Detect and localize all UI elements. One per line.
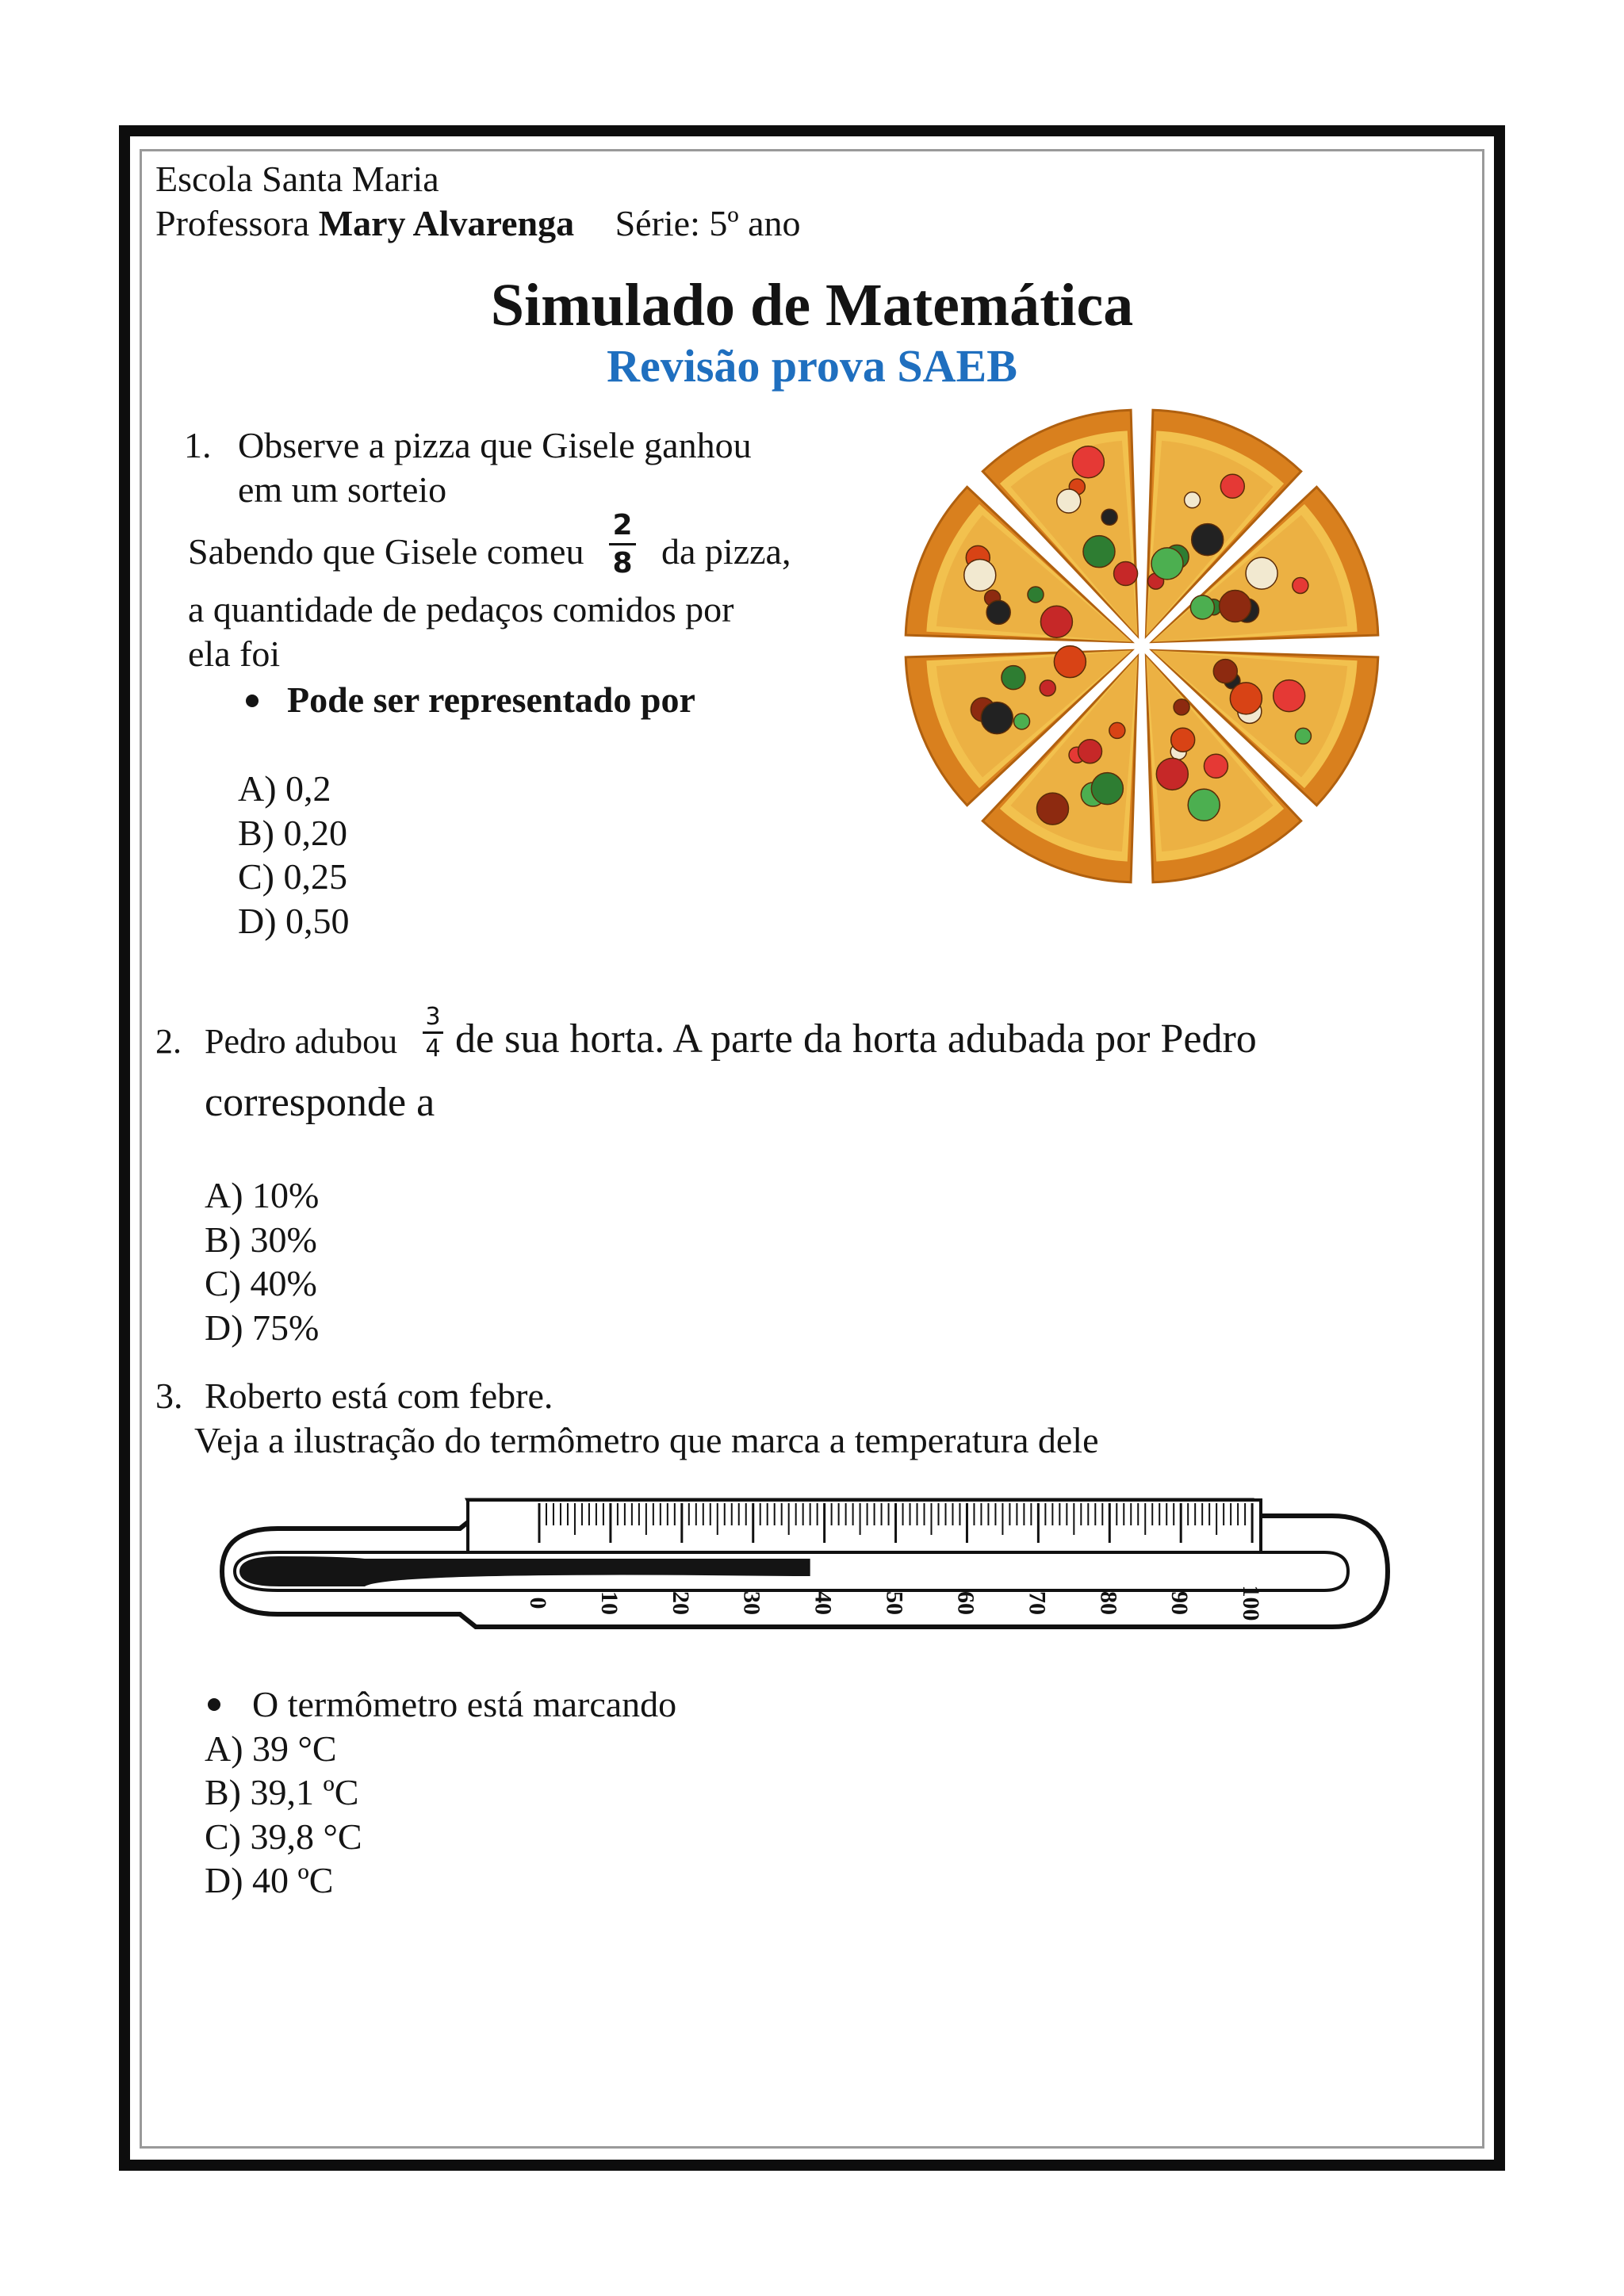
q3-option-a: A) 39 °C	[205, 1728, 337, 1769]
thermometer-label: 10	[596, 1591, 622, 1615]
grade: Série: 5º ano	[615, 203, 801, 243]
q3-line2: Veja a ilustração do termômetro que marca a temperatura dele	[194, 1420, 1099, 1460]
q1-line1: Observe a pizza que Gisele ganhou	[238, 425, 752, 465]
q1-frac-num: 2	[612, 509, 633, 541]
pizza-image	[880, 396, 1404, 904]
thermometer-label: 100	[1238, 1585, 1265, 1621]
q2-text-after: de sua horta. A parte da horta adubada por Pedro	[455, 1016, 1257, 1062]
school-name: Escola Santa Maria	[155, 159, 439, 199]
thermometer-label: 80	[1095, 1591, 1122, 1615]
q3-option-c: C) 39,8 °C	[205, 1816, 362, 1857]
q1-number: 1.	[184, 425, 212, 465]
q3-line1: Roberto está com febre.	[205, 1376, 553, 1416]
thermometer-label: 60	[952, 1591, 979, 1615]
q1-option-d: D) 0,50	[238, 901, 350, 941]
q1-text-before: Sabendo que Gisele comeu	[188, 531, 584, 572]
q2-option-c: C) 40%	[205, 1263, 317, 1303]
q2-fraction	[423, 1005, 443, 1061]
thermometer-label: 40	[810, 1591, 837, 1615]
thermometer-label: 70	[1024, 1591, 1051, 1615]
q1-bullet-text: Pode ser representado por	[287, 679, 695, 720]
q1-text-after: da pizza,	[661, 531, 791, 572]
q1-option-a: A) 0,2	[238, 768, 331, 809]
thermometer-label: 30	[738, 1591, 765, 1615]
thermometer-image	[206, 1483, 1396, 1665]
teacher-prefix: Professora	[155, 203, 310, 243]
teacher-name: Mary Alvarenga	[318, 203, 575, 243]
thermometer-label: 90	[1166, 1591, 1193, 1615]
q1-frac-den: 8	[612, 547, 633, 580]
q3-number: 3.	[155, 1376, 183, 1416]
q2-option-d: D) 75%	[205, 1307, 320, 1348]
q2-number: 2.	[155, 1022, 182, 1061]
q1-line2: em um sorteio	[238, 469, 447, 510]
q2-line2: corresponde a	[205, 1080, 435, 1125]
page-subtitle: Revisão prova SAEB	[607, 340, 1017, 392]
bullet-icon	[246, 695, 259, 707]
q2-frac-num: 3	[425, 1003, 441, 1031]
teacher-line	[155, 205, 801, 242]
q1-line4: a quantidade de pedaços comidos por	[188, 589, 734, 629]
q1-option-b: B) 0,20	[238, 813, 347, 853]
thermometer-scale-panel	[468, 1500, 1261, 1554]
q2-option-a: A) 10%	[205, 1175, 320, 1215]
thermometer-label: 0	[525, 1597, 551, 1609]
q2-frac-den: 4	[425, 1035, 441, 1062]
q2-text-before: Pedro adubou	[205, 1022, 398, 1061]
q1-line5: ela foi	[188, 633, 281, 674]
page-title: Simulado de Matemática	[490, 272, 1134, 339]
q3-option-d: D) 40 ºC	[205, 1860, 334, 1900]
q2-option-b: B) 30%	[205, 1219, 317, 1260]
thermometer-label: 50	[881, 1591, 908, 1615]
bullet-icon	[208, 1698, 220, 1711]
thermometer-label: 20	[667, 1591, 694, 1615]
q1-fraction	[609, 511, 636, 578]
q3-bullet-text: O termômetro está marcando	[252, 1684, 677, 1724]
q1-option-c: C) 0,25	[238, 856, 347, 897]
q3-option-b: B) 39,1 ºC	[205, 1772, 359, 1812]
